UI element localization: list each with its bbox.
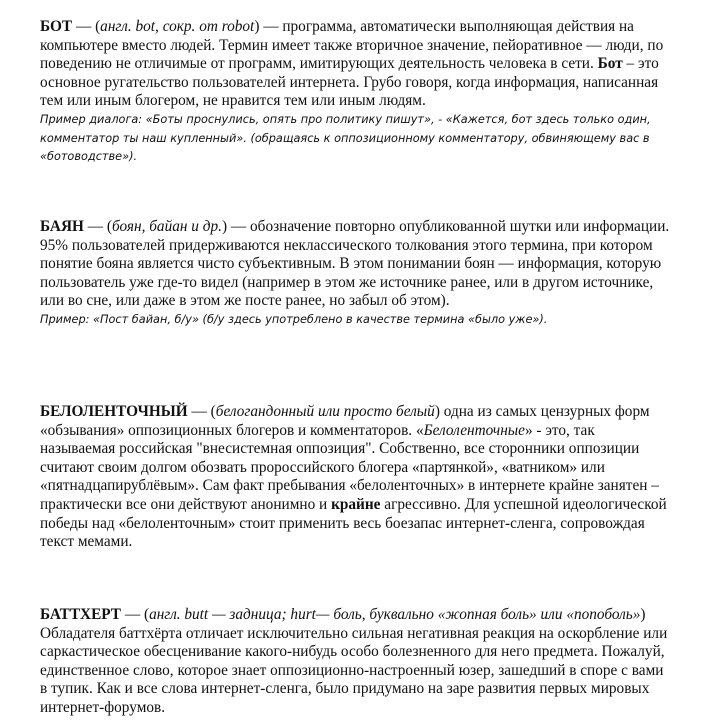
entry-definition bbox=[40, 606, 670, 718]
entry-term-italic: Белоленточные bbox=[423, 421, 525, 439]
entry-text: — ( bbox=[83, 218, 112, 235]
entry-definition bbox=[40, 218, 670, 311]
entry-term-repeat: Бот bbox=[597, 55, 623, 73]
entry-term: БЕЛОЛЕНТОЧНЫЙ bbox=[40, 403, 188, 420]
entry-bold-word: крайне bbox=[331, 495, 381, 513]
entry-example: Пример: «Пост байан, б/у» (б/у здесь употреблено в качестве термина «было уже»). bbox=[40, 312, 548, 326]
entry-bayan bbox=[40, 218, 670, 330]
entry-text: агрессивно. Для успешной идеологической победы над «белоленточным» стоит применить весь боезапас интернет-сленга, сопровождая текст мемами. bbox=[40, 495, 667, 551]
entry-etymology: англ. butt — задница; hurt— боль, буквально «жопная боль» или «попоболь» bbox=[149, 606, 641, 623]
entry-butthurt bbox=[40, 606, 670, 718]
entry-text: — ( bbox=[187, 403, 216, 420]
entry-text: – это основное ругательство пользователей интернета. Грубо говоря, когда информация, написанная тем или иным блогером, не нравится тем или иным людям. bbox=[40, 55, 659, 110]
entry-text: — ( bbox=[72, 18, 101, 35]
entry-text: ) — обозначение повторно опубликованной шутки или информации. 95% пользователей придерживаются неклассического толкования этого термина, при котором понятие бояна является чисто субъективным. В этом понимании боян — информация, которую пользователь уже где-то видел (например в этом же источнике ранее, или в другом источнике, или во сне, или даже в этом же посте ранее, но забыл об этом). bbox=[40, 218, 670, 310]
entry-text: — ( bbox=[121, 606, 150, 623]
entry-text: ) одна из самых цензурных форм «обзывания» оппозиционных блогеров и комментаторов. « bbox=[40, 403, 650, 439]
entry-term: БОТ bbox=[40, 18, 73, 35]
entry-term: БАТТХЕРТ bbox=[40, 606, 122, 623]
entry-etymology: белогандонный или просто белый bbox=[215, 403, 435, 420]
entry-text: » - это, так называемая российская "внесистемная оппозиция". Собственно, все сторонники оппозиции считают своим долгом обозвать пророссийского блогера «партянкой», «ватником» или «пятнадцапирублёвым». Сам факт пребывания «белоленточных» в интернете крайне занятен – практически все они действуют анонимно и bbox=[40, 421, 659, 513]
entry-text: ) — программа, автоматически выполняющая действия на компьютере вместо людей. Термин имеет также вторичное значение, пейоративное — люди, по поведению не отличимые от программ, имитирующих деятельность человека в сети. bbox=[40, 18, 664, 73]
entry-etymology: боян, байан и др. bbox=[111, 218, 222, 235]
entry-definition bbox=[40, 403, 670, 552]
entry-example: Пример диалога: «Боты проснулись, опять про политику пишут», - «Кажется, бот здесь только один, комментатор ты наш купленный». (обращаясь к оппозиционному комментатору, обвиняющему вас в «ботоводстве»). bbox=[40, 112, 651, 164]
entry-definition bbox=[40, 18, 670, 111]
entry-etymology: англ. bot, сокр. от robot bbox=[100, 18, 255, 35]
entry-text: ) Обладателя баттхёрта отличает исключительно сильная негативная реакция на оскорбление или саркастическое обесценивание какого-нибудь особо болезненного для него предмета. Пожалуй, единственное слово, которое знает оппозиционно-настроенный юзер, зашедший в споре с вами в тупик. Как и все слова интернет-сленга, было придумано на заре развития первых мировых интернет-форумов. bbox=[40, 606, 668, 716]
entry-belolentochny bbox=[40, 403, 670, 552]
entry-bot bbox=[40, 18, 670, 167]
entry-term: БАЯН bbox=[40, 218, 84, 235]
